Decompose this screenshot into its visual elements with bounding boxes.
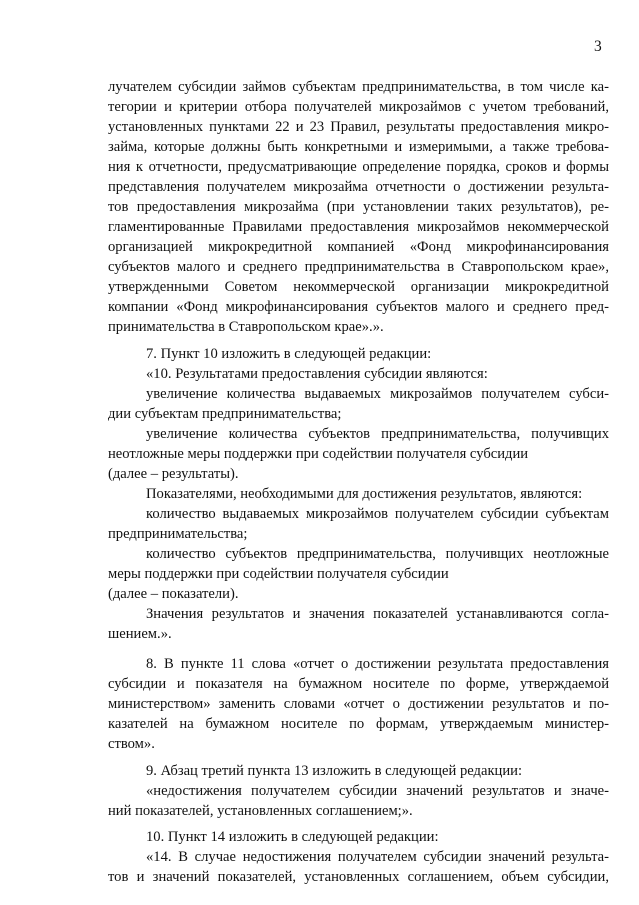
- text-line: представления получателем микрозайма отчетности о достижении результа-: [108, 179, 609, 195]
- text-line: предпринимательства;: [108, 526, 248, 542]
- text-line: меры поддержки при содействии получателя субсидии: [108, 566, 449, 582]
- text-line: 8. В пункте 11 слова «отчет о достижении результата предоставления: [146, 656, 609, 672]
- text-line: (далее – результаты).: [108, 466, 239, 482]
- text-line: тегории и критерии отбора получателей микрозаймов с учетом требований,: [108, 99, 609, 115]
- text-line: компании «Фонд микрофинансирования субъектов малого и среднего пред-: [108, 299, 609, 315]
- text-line: количество субъектов предпринимательства, получивщих неотложные: [146, 546, 609, 562]
- text-line: ством».: [108, 736, 155, 752]
- page-number: 3: [594, 38, 602, 55]
- text-line: тов и значений показателей, установленных соглашением, объем субсидии,: [108, 869, 609, 885]
- text-line: тов предоставления микрозайма (при установлении таких результатов), ре-: [108, 199, 609, 215]
- text-line: субъектов малого и среднего предпринимательства в Ставропольском крае»,: [108, 259, 609, 275]
- text-line: 7. Пункт 10 изложить в следующей редакции:: [146, 346, 432, 362]
- text-line: казателей на бумажном носителе по формам, утверждаемым министер-: [108, 716, 609, 732]
- text-line: неотложные меры поддержки при содействии получателя субсидии: [108, 446, 529, 462]
- text-line: дии субъектам предпринимательства;: [108, 406, 342, 422]
- text-line: организацией микрокредитной компанией «Фонд микрофинансирования: [108, 239, 609, 255]
- text-line: установленных пунктами 22 и 23 Правил, результаты предоставления микро-: [108, 119, 609, 135]
- text-line: субсидии и показателя на бумажном носителе по форме, утверждаемой: [108, 676, 609, 692]
- text-line: 9. Абзац третий пункта 13 изложить в следующей редакции:: [146, 763, 523, 779]
- text-line: шением.».: [108, 626, 172, 642]
- text-line: Показателями, необходимыми для достижения результатов, являются:: [146, 486, 583, 502]
- text-line: 10. Пункт 14 изложить в следующей редакции:: [146, 829, 439, 845]
- text-line: ний показателей, установленных соглашением;».: [108, 803, 413, 819]
- text-line: Значения результатов и значения показателей устанавливаются согла-: [146, 606, 609, 622]
- text-line: принимательства в Ставропольском крае».».: [108, 319, 384, 335]
- text-line: увеличение количества выдаваемых микрозаймов получателем субси-: [146, 386, 609, 402]
- text-line: увеличение количества субъектов предпринимательства, получивщих: [146, 426, 609, 442]
- text-line: (далее – показатели).: [108, 586, 239, 602]
- text-line: гламентированные Правилами предоставления микрозаймов некоммерческой: [108, 219, 609, 235]
- text-line: ния к отчетности, предусматривающие определение порядка, сроков и формы: [108, 159, 609, 175]
- text-line: министерством» заменить словами «отчет о достижении результатов и по-: [108, 696, 609, 712]
- text-line: лучателем субсидии займов субъектам предпринимательства, в том числе ка-: [108, 79, 609, 95]
- text-line: «10. Результатами предоставления субсидии являются:: [146, 366, 488, 382]
- text-line: количество выдаваемых микрозаймов получателем субсидии субъектам: [146, 506, 609, 522]
- text-line: «недостижения получателем субсидии значений результатов и значе-: [146, 783, 609, 799]
- text-line: утвержденными Советом некоммерческой организации микрокредитной: [108, 279, 609, 295]
- text-line: займа, которые должны быть конкретными и измеримыми, а также требова-: [108, 139, 609, 155]
- text-line: «14. В случае недостижения получателем субсидии значений результа-: [146, 849, 609, 865]
